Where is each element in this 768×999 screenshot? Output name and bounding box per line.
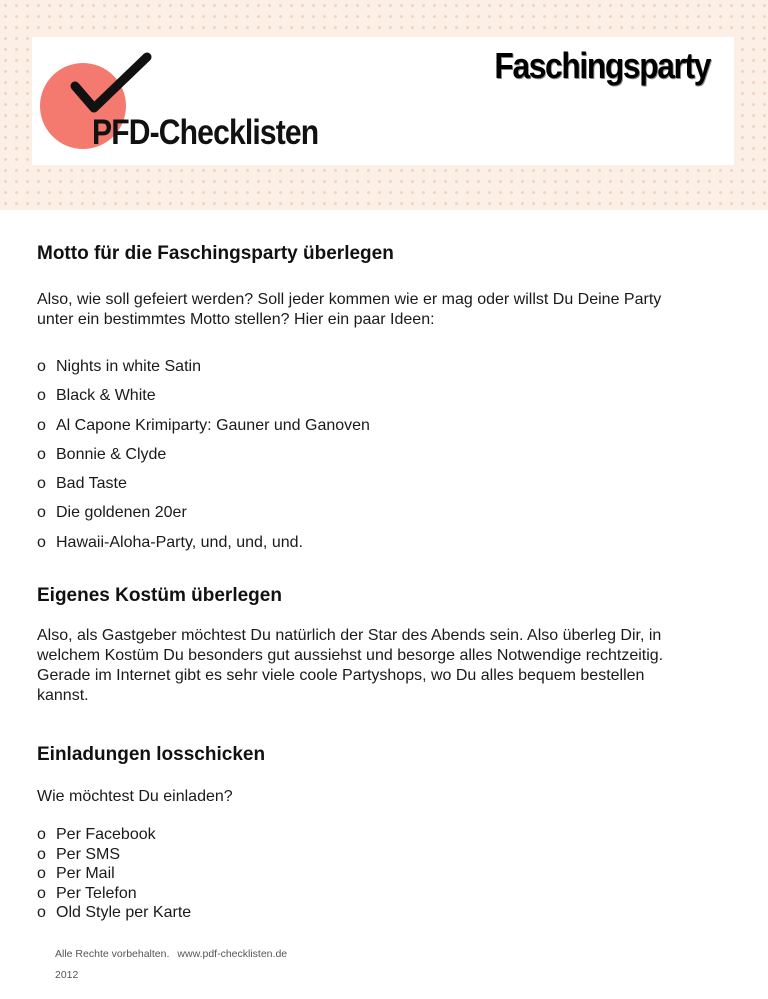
- list-item: o Per Telefon: [37, 884, 191, 904]
- logo: [40, 52, 340, 152]
- paragraph-line: kannst.: [37, 687, 89, 704]
- section-heading-motto: Motto für die Faschingsparty überlegen: [37, 243, 394, 264]
- paragraph-line: Gerade im Internet gibt es sehr viele coole Partyshops, wo Du alles bequem bestellen: [37, 667, 645, 684]
- footer-line: [55, 948, 287, 960]
- logo-text: PFD-Checklisten: [92, 113, 319, 152]
- checkmark-icon: [70, 52, 152, 118]
- document-title: Faschingsparty: [494, 45, 710, 86]
- header-card: [32, 37, 734, 165]
- section-paragraph-motto: [37, 290, 661, 330]
- list-item: o Bad Taste: [37, 474, 370, 503]
- list-item: o Per SMS: [37, 845, 191, 865]
- section-heading-kostuem: Eigenes Kostüm überlegen: [37, 585, 282, 606]
- list-item: o Old Style per Karte: [37, 903, 191, 923]
- motto-list: [37, 357, 370, 562]
- paragraph-line: Wie möchtest Du einladen?: [37, 788, 233, 805]
- list-item: o Hawaii-Aloha-Party, und, und, und.: [37, 533, 370, 562]
- list-item: o Die goldenen 20er: [37, 503, 370, 532]
- list-item: o Per Facebook: [37, 825, 191, 845]
- paragraph-line: Also, wie soll gefeiert werden? Soll jeder kommen wie er mag oder willst Du Deine Party: [37, 291, 662, 308]
- paragraph-line: unter ein bestimmtes Motto stellen? Hier ein paar Ideen:: [37, 311, 435, 328]
- paragraph-line: Also, als Gastgeber möchtest Du natürlich der Star des Abends sein. Also überleg Dir, in: [37, 627, 662, 644]
- section-heading-einladungen: Einladungen losschicken: [37, 744, 266, 765]
- list-item: o Bonnie & Clyde: [37, 445, 370, 474]
- einladungen-list: [37, 825, 191, 923]
- list-item: o Per Mail: [37, 864, 191, 884]
- section-paragraph-kostuem: [37, 626, 663, 706]
- footer-year: 2012: [55, 969, 79, 981]
- section-paragraph-einladungen: [37, 787, 233, 807]
- footer: [55, 948, 287, 981]
- footer-rights: Alle Rechte vorbehalten.: [55, 948, 170, 960]
- footer-url[interactable]: www.pdf-checklisten.de: [177, 948, 288, 960]
- paragraph-line: welchem Kostüm Du besonders gut aussiehst und besorge alles Notwendige rechtzeitig.: [37, 647, 664, 664]
- list-item: o Black & White: [37, 386, 370, 415]
- list-item: o Al Capone Krimiparty: Gauner und Ganoven: [37, 416, 370, 445]
- list-item: o Nights in white Satin: [37, 357, 370, 386]
